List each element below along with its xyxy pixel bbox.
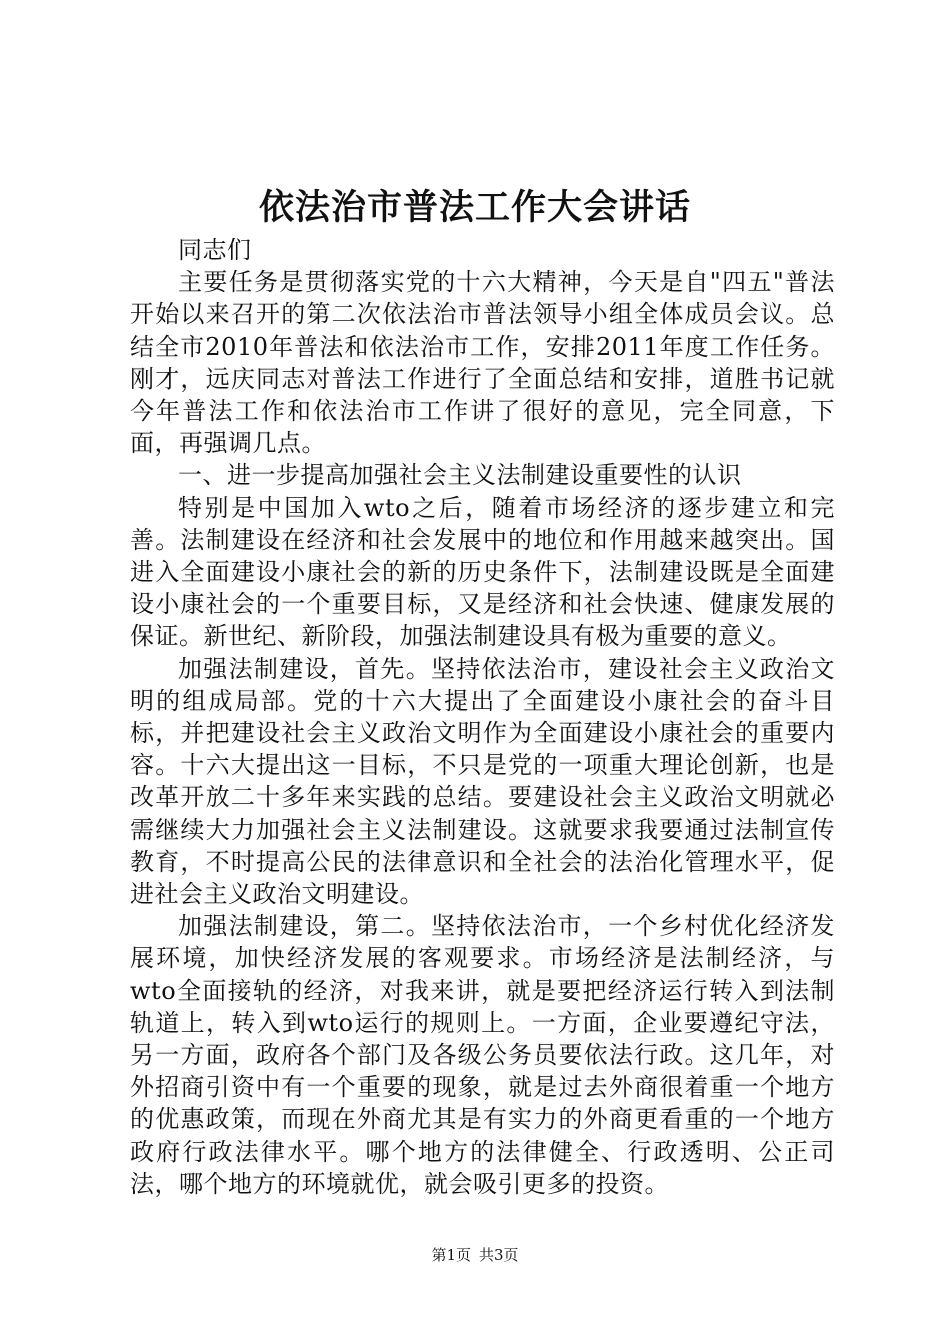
body-paragraph: 加强法制建设，首先。坚持依法治市，建设社会主义政治文明的组成局部。党的十六大提出了全面建设小康社会的奋斗目标，并把建设社会主义政治文明作为全面建设小康社会的重要内容。十六大提出这一目标，不只是党的一项重大理论创新，也是改革开放二十多年来实践的总结。要建设社会主义政治文明就必需继续大力加强社会主义法制建设。这就要求我要通过法制宣传教育，不时提高公民的法律意识和全社会的法治化管理水平，促进社会主义政治文明建设。: [130, 654, 835, 909]
document-body: [130, 234, 835, 1200]
page-total: 共3页: [479, 1246, 519, 1264]
page-number: 第1页: [431, 1246, 471, 1264]
intro-paragraph: 主要任务是贯彻落实党的十六大精神，今天是自"四五"普法开始以来召开的第二次依法治市普法领导小组全体成员会议。总结全市2010年普法和依法治市工作，安排2011年度工作任务。刚才，远庆同志对普法工作进行了全面总结和安排，道胜书记就今年普法工作和依法治市工作讲了很好的意见，完全同意，下面，再强调几点。: [130, 268, 835, 458]
body-paragraph: 加强法制建设，第二。坚持依法治市，一个乡村优化经济发展环境，加快经济发展的客观要求。市场经济是法制经济，与wto全面接轨的经济，对我来讲，就是要把经济运行转入到法制轨道上，转入到wto运行的规则上。一方面，企业要遵纪守法，另一方面，政府各个部门及各级公务员要依法行政。这几年，对外招商引资中有一个重要的现象，就是过去外商很着重一个地方的优惠政策，而现在外商尤其是有实力的外商更看重的一个地方政府行政法律水平。哪个地方的法律健全、行政透明、公正司法，哪个地方的环境就优，就会吸引更多的投资。: [130, 912, 835, 1198]
page-footer: [0, 1245, 950, 1265]
section-heading: 一、进一步提高加强社会主义法制建设重要性的认识: [178, 461, 742, 490]
body-paragraph: 特别是中国加入wto之后，随着市场经济的逐步建立和完善。法制建设在经济和社会发展中的地位和作用越来越突出。国进入全面建设小康社会的新的历史条件下，法制建设既是全面建设小康社会的一个重要目标，又是经济和社会快速、健康发展的保证。新世纪、新阶段，加强法制建设具有极为重要的意义。: [130, 493, 835, 651]
salutation-paragraph: 同志们: [178, 236, 252, 264]
document-title: 依法治市普法工作大会讲话: [258, 187, 691, 228]
